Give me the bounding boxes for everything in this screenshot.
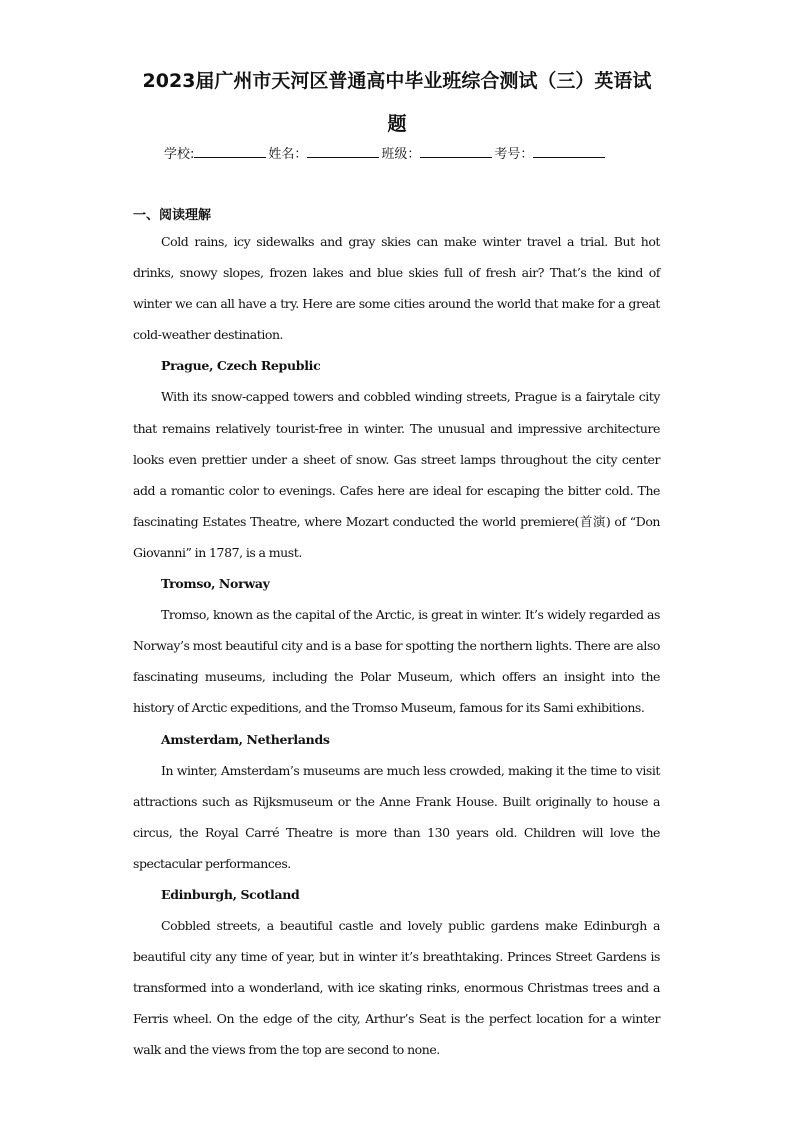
class-blank[interactable]	[420, 143, 492, 158]
student-info-row	[164, 143, 644, 165]
school-blank[interactable]	[194, 143, 266, 158]
exam-number-blank[interactable]	[533, 143, 605, 158]
section-heading: 一、阅读理解	[133, 208, 212, 223]
page-title-continuation: 题	[387, 113, 407, 135]
intro-paragraph: Cold rains, icy sidewalks and gray skies can make winter travel a trial. But hot drinks, snowy slopes, frozen lakes and blue skies full of fresh air? That’s the kind of winter we can all have a try. Here are some cities around the world that make for a great cold-weather destination.	[133, 234, 660, 343]
city-heading-amsterdam: Amsterdam, Netherlands	[161, 731, 330, 747]
city-paragraph-tromso: Tromso, known as the capital of the Arctic, is great in winter. It’s widely regarded as Norway’s most beautiful city and is a base for spotting the northern lights. There are also fascinating museums, including the Polar Museum, which offers an insight into the history of Arctic expeditions, and the Tromso Museum, famous for its Sami exhibitions.	[133, 607, 660, 716]
city-paragraph-amsterdam: In winter, Amsterdam’s museums are much less crowded, making it the time to visit attractions such as Rijksmuseum or the Anne Frank House. Built originally to house a circus, the Royal Carré Theatre is more than 130 years old. Children will love the spectacular performances.	[133, 762, 660, 871]
city-paragraph-edinburgh: Cobbled streets, a beautiful castle and lovely public gardens make Edinburgh a beautiful city any time of year, but in winter it’s breathtaking. Princes Street Gardens is transformed into a wonderland, with ice skating rinks, enormous Christmas trees and a Ferris wheel. On the edge of the city, Arthur’s Seat is the perfect location for a winter walk and the views from the top are second to none.	[133, 918, 660, 1058]
city-heading-prague: Prague, Czech Republic	[161, 358, 321, 374]
school-label: 学校:	[164, 147, 195, 162]
city-paragraph-prague: With its snow-capped towers and cobbled winding streets, Prague is a fairytale city that remains relatively tourist-free in winter. The unusual and impressive architecture looks even prettier under a sheet of snow. Gas street lamps throughout the city center add a romantic color to evenings. Cafes here are ideal for escaping the bitter cold. The fascinating Estates Theatre, where Mozart conducted the world premiere(首演) of “Don Giovanni” in 1787, is a must.	[133, 389, 660, 560]
exam-number-label: 考号：	[494, 147, 534, 162]
city-heading-edinburgh: Edinburgh, Scotland	[161, 886, 300, 902]
class-label: 班级：	[381, 147, 421, 162]
name-blank[interactable]	[307, 143, 379, 158]
city-heading-tromso: Tromso, Norway	[161, 576, 270, 592]
page-title: 2023届广州市天河区普通高中毕业班综合测试（三）英语试	[142, 70, 652, 92]
name-label: 姓名：	[268, 147, 308, 162]
reading-passage	[133, 226, 660, 1066]
